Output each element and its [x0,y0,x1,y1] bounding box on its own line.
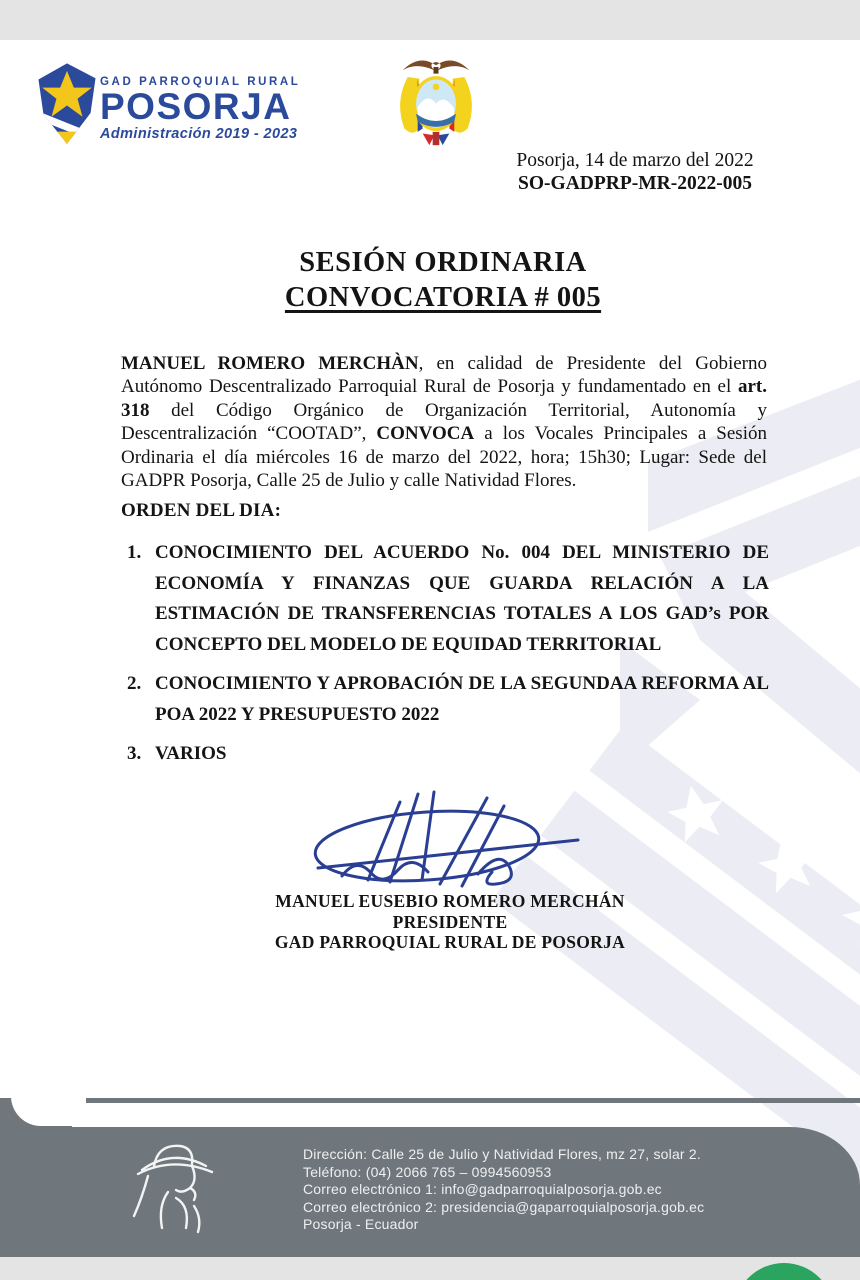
title-line-1: SESIÓN ORDINARIA [299,247,587,278]
fisherman-icon [128,1136,220,1236]
title-line-2: CONVOCATORIA # 005 [284,282,602,313]
convoca-keyword: CONVOCA [376,423,475,445]
posorja-logo-text [100,76,300,142]
viewer-bottom-strip [0,1257,860,1280]
document-title [120,245,766,315]
ecuador-coat-of-arms-icon [386,52,486,156]
footer-phone: Teléfono: (04) 2066 765 – 0994560953 [303,1163,552,1180]
signatory-org: GAD PARROQUIAL RURAL DE POSORJA [274,932,626,952]
footer-email-1: Correo electrónico 1: info@gadparroquialposorja.gob.ec [303,1181,662,1198]
logo-administration: Administración 2019 - 2023 [100,126,298,142]
body-paragraph [121,352,767,492]
agenda-item [121,739,769,770]
agenda-item-number: 3. [127,743,142,764]
signatory-role: PRESIDENTE [392,911,508,932]
article-ref: art. 318 [121,376,767,421]
agenda-item [121,669,769,730]
paragraph-text: del Código Orgánico de Organización Territorial, Autonomía y Descentralización “COOTAD”, [121,399,767,445]
agenda-heading: ORDEN DEL DIA: [121,500,282,521]
agenda-item-number: 1. [127,542,142,563]
handwritten-signature-icon [282,788,582,893]
footer-top-rule [0,1098,860,1103]
signatory-name: MANUEL EUSEBIO ROMERO MERCHÁN [275,891,625,911]
date-reference-block [505,149,765,195]
agenda-item-number: 2. [127,673,142,694]
footer-address: Dirección: Calle 25 de Julio y Natividad Flores, mz 27, solar 2. [303,1146,701,1162]
paragraph-text: , en calidad de Presidente del Gobierno Autónomo Descentralizado Parroquial Rural de Posorja y fundamentado en el [121,353,767,398]
agenda-list [121,538,769,779]
logo-org-type: GAD PARROQUIAL RURAL [100,76,301,88]
paragraph-text: a los Vocales Principales a Sesión Ordinaria el día miércoles 16 de marzo del 2022, hora; 15h30; Lugar: Sede del GADPR Posorja, Calle 25 de Julio y calle Natividad Flores. [121,423,767,492]
footer-location: Posorja - Ecuador [303,1216,419,1233]
footer-email-2: Correo electrónico 2: presidencia@gaparroquialposorja.gob.ec [303,1198,705,1215]
agenda-item-text: CONOCIMIENTO DEL ACUERDO No. 004 DEL MINISTERIO DE ECONOMÍA Y FINANZAS QUE GUARDA RELACIÓN A LA ESTIMACIÓN DE TRANSFERENCIAS TOTALES A LOS GAD’s POR CONCEPTO DEL MODELO DE EQUIDAD TERRITORIAL [155,542,769,655]
posorja-shield-icon [36,62,98,146]
signatory-block [120,891,780,953]
agenda-item-text: VARIOS [155,743,227,764]
agenda-item-text: CONOCIMIENTO Y APROBACIÓN DE LA SEGUNDAA REFORMA AL POA 2022 Y PRESUPUESTO 2022 [155,673,769,725]
agenda-item [121,538,769,660]
document-date: Posorja, 14 de marzo del 2022 [516,150,754,171]
subject-name: MANUEL ROMERO MERCHÀN [121,353,419,374]
footer-contact-block [303,1146,773,1234]
document-reference: SO-GADPRP-MR-2022-005 [518,173,752,194]
logo-name: POSORJA [100,86,292,127]
